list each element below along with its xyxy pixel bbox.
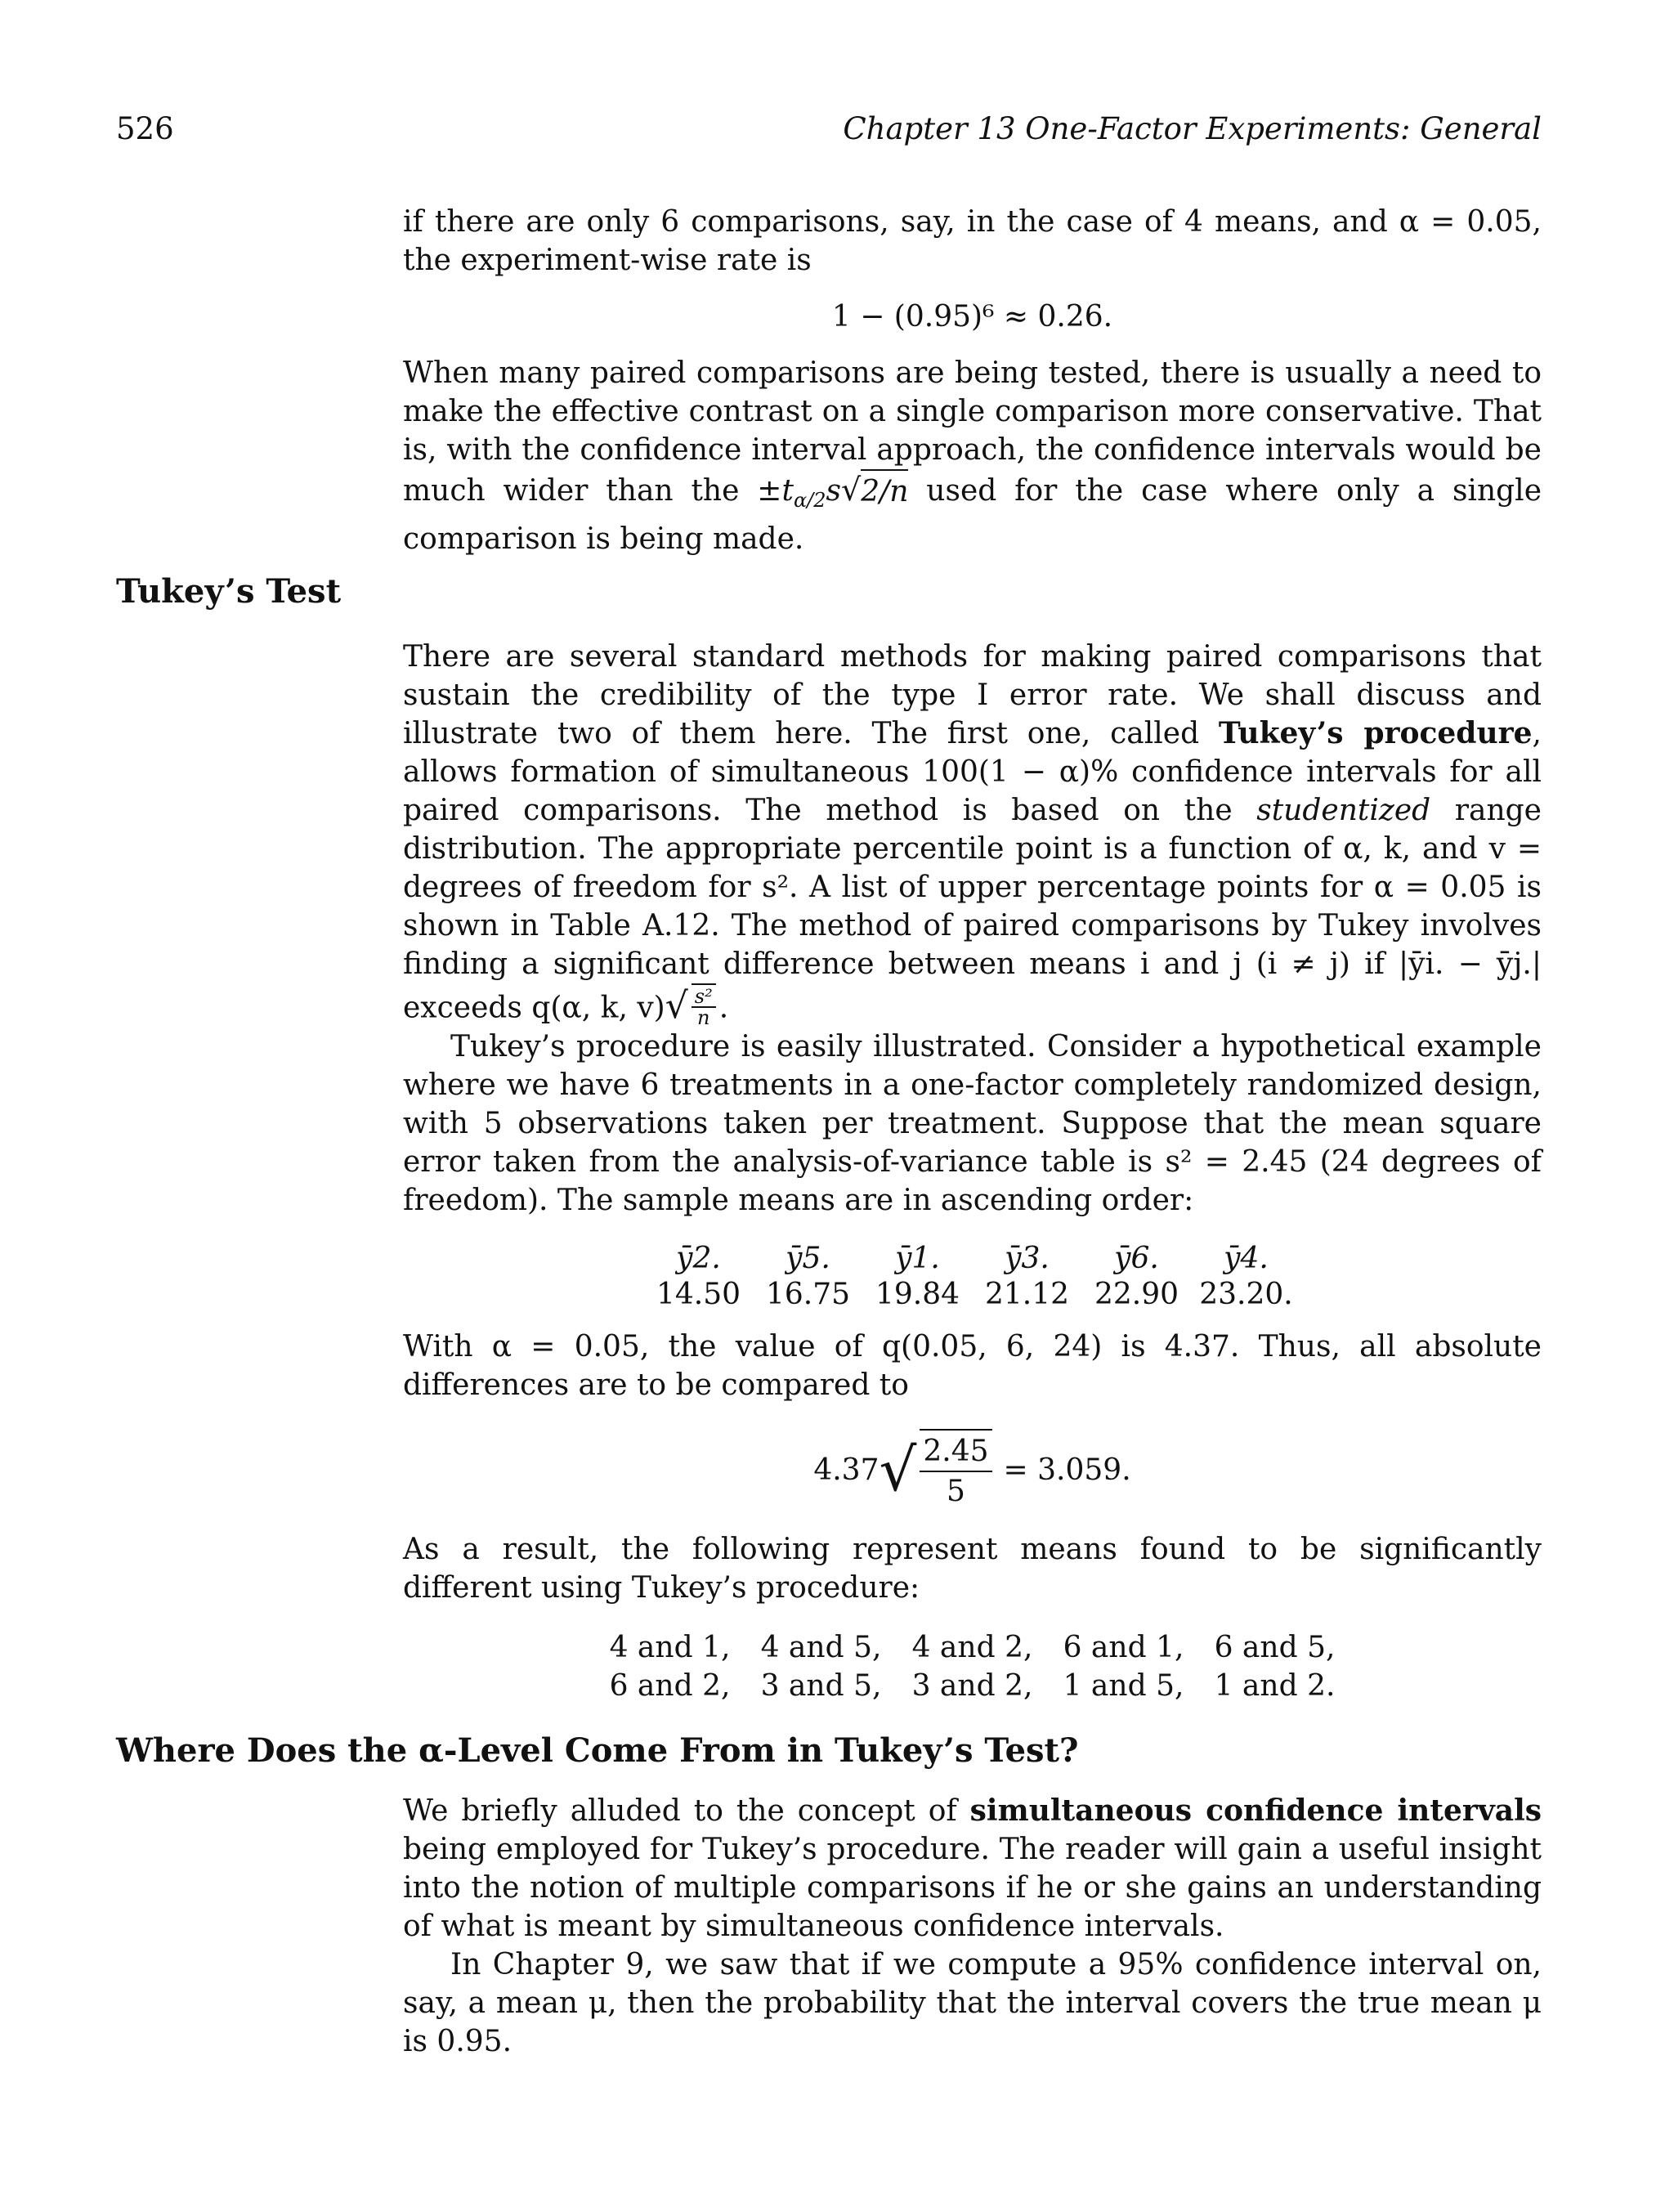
mean-label: ȳ4. bbox=[1224, 1242, 1269, 1275]
intro-p2-text-b: used for the case where only a single comparison is being made. bbox=[403, 474, 1542, 557]
pair-item: 6 and 1, bbox=[1063, 1631, 1184, 1664]
pair-item: 6 and 2, bbox=[609, 1669, 731, 1703]
pair-item: 1 and 5, bbox=[1063, 1669, 1184, 1703]
eq2-numerator: 2.45 bbox=[920, 1432, 991, 1472]
studentized-term: studentized bbox=[1256, 794, 1431, 827]
tukey-p1-sqrt: √ $\frac{\text{s²}}{n}$ bbox=[665, 983, 719, 1028]
intro-p2-t: ±t bbox=[757, 474, 794, 508]
tukey-p1-end: . bbox=[718, 991, 729, 1025]
alpha-paragraph-2: In Chapter 9, we saw that if we compute a 95% confidence interval on, say, a mean μ, then the probability that the interval covers the true mean μ is 0.95. bbox=[403, 1948, 1542, 2058]
section-title-alpha-level: Where Does the α-Level Come From in Tukey’s Test? bbox=[116, 1731, 1079, 1770]
mean-label: ȳ6. bbox=[1114, 1242, 1159, 1275]
mean-label: ȳ5. bbox=[786, 1242, 830, 1275]
tukey-paragraph-1 bbox=[403, 638, 1542, 1028]
pair-item: 4 and 5, bbox=[760, 1631, 882, 1664]
eq2-coefficient: 4.37 bbox=[813, 1453, 880, 1487]
eq2-result: = 3.059. bbox=[1003, 1453, 1131, 1487]
pair-item: 4 and 1, bbox=[609, 1631, 731, 1664]
mean-value: 14.50 bbox=[656, 1278, 741, 1311]
alpha-p1-text-a: We briefly alluded to the concept of bbox=[403, 1794, 970, 1828]
pair-item: 1 and 2. bbox=[1214, 1669, 1336, 1703]
running-head: Chapter 13 One-Factor Experiments: General bbox=[843, 111, 1542, 146]
mean-label: ȳ1. bbox=[895, 1242, 940, 1275]
tukey-p1-text-b: , allows formation of simultaneous 100(1 − α)% confidence intervals for all paired comparisons. The method is based on the bbox=[403, 717, 1542, 827]
equation-critical-difference bbox=[403, 1429, 1542, 1511]
pair-item: 4 and 2, bbox=[911, 1631, 1033, 1664]
intro-block bbox=[403, 203, 1542, 558]
mean-value: 19.84 bbox=[875, 1278, 960, 1311]
simultaneous-ci-term: simultaneous confidence intervals bbox=[969, 1793, 1542, 1828]
intro-p2-radicand: 2/n bbox=[861, 469, 908, 511]
significant-pairs-list bbox=[403, 1628, 1542, 1705]
pair-item: 3 and 5, bbox=[760, 1669, 882, 1703]
tukey-p1-frac bbox=[692, 983, 716, 1028]
mean-label: ȳ2. bbox=[676, 1242, 721, 1275]
alpha-p1-text-b: being employed for Tukey’s procedure. The reader will gain a useful insight into the notion of multiple comparisons if he or she gains an understanding of what is meant by simultaneous confidence intervals. bbox=[403, 1833, 1542, 1943]
pair-item: 6 and 5, bbox=[1214, 1631, 1336, 1664]
sample-means-table bbox=[403, 1241, 1542, 1313]
section-title-tukeys-test: Tukey’s Test bbox=[116, 572, 342, 611]
tukey-p1-text-a: There are several standard methods for making paired comparisons that sustain the credibility of the type I error rate. We shall discuss and illustrate two of them here. The first one, called bbox=[403, 640, 1542, 750]
tukey-p1-frac-den: n bbox=[697, 1006, 710, 1029]
mean-value: 16.75 bbox=[765, 1278, 851, 1311]
intro-paragraph-2 bbox=[403, 354, 1542, 558]
tukey-p1-frac-num: s² bbox=[692, 987, 716, 1008]
pair-item: 3 and 2, bbox=[911, 1669, 1033, 1703]
tukey-paragraph-3: With α = 0.05, the value of q(0.05, 6, 24) is 4.37. Thus, all absolute differences are to be compared to bbox=[403, 1330, 1542, 1402]
mean-label: ȳ3. bbox=[1005, 1242, 1050, 1275]
eq2-sqrt: √ $\frac{2.45}{5}$ bbox=[879, 1429, 995, 1511]
mean-value: 23.20. bbox=[1199, 1278, 1293, 1311]
tukey-paragraph-2: Tukey’s procedure is easily illustrated. Consider a hypothetical example where we have 6 treatments in a one-factor completely randomized design, with 5 observations taken per treatment. Suppose that the mean square error taken from the analysis-of-variance table is s² = 2.45 (24 degrees of freedom). The sample means are in ascending order: bbox=[403, 1030, 1542, 1217]
alpha-paragraph-1 bbox=[403, 1792, 1542, 1946]
equation-experimentwise-rate: 1 − (0.95)⁶ ≈ 0.26. bbox=[831, 300, 1113, 334]
eq2-denominator: 5 bbox=[947, 1475, 965, 1508]
tukey-procedure-term: Tukey’s procedure bbox=[1218, 716, 1533, 750]
tukey-p1-text-c: range distribution. The appropriate percentile point is a function of α, k, and v = degrees of freedom for s². A list of upper percentage points for α = 0.05 is shown in Table A.12. The method of paired comparisons by Tukey involves finding a significant difference between means i and j (i ≠ j) if |ȳi. − ȳj.| exceeds q(α, k, v) bbox=[403, 794, 1542, 1025]
alpha-block bbox=[403, 1792, 1542, 2061]
mean-value: 21.12 bbox=[984, 1278, 1070, 1311]
mean-value: 22.90 bbox=[1094, 1278, 1179, 1311]
intro-p2-text-a: When many paired comparisons are being tested, there is usually a need to make the effective contrast on a single comparison more conservative. That is, with the confidence interval approach, the confidence intervals would be much wider than the bbox=[403, 356, 1542, 508]
page-number: 526 bbox=[116, 111, 174, 146]
tukey-block bbox=[403, 638, 1542, 1705]
intro-paragraph-1: if there are only 6 comparisons, say, in the case of 4 means, and α = 0.05, the experiment-wise rate is bbox=[403, 205, 1542, 277]
tukey-paragraph-4: As a result, the following represent means found to be significantly different using Tukey’s procedure: bbox=[403, 1533, 1542, 1605]
eq2-frac bbox=[920, 1429, 991, 1511]
intro-p2-sqrt: √ 2/n bbox=[841, 469, 908, 511]
intro-p2-sub: α/2 bbox=[793, 489, 826, 513]
intro-p2-s: s bbox=[826, 474, 841, 508]
